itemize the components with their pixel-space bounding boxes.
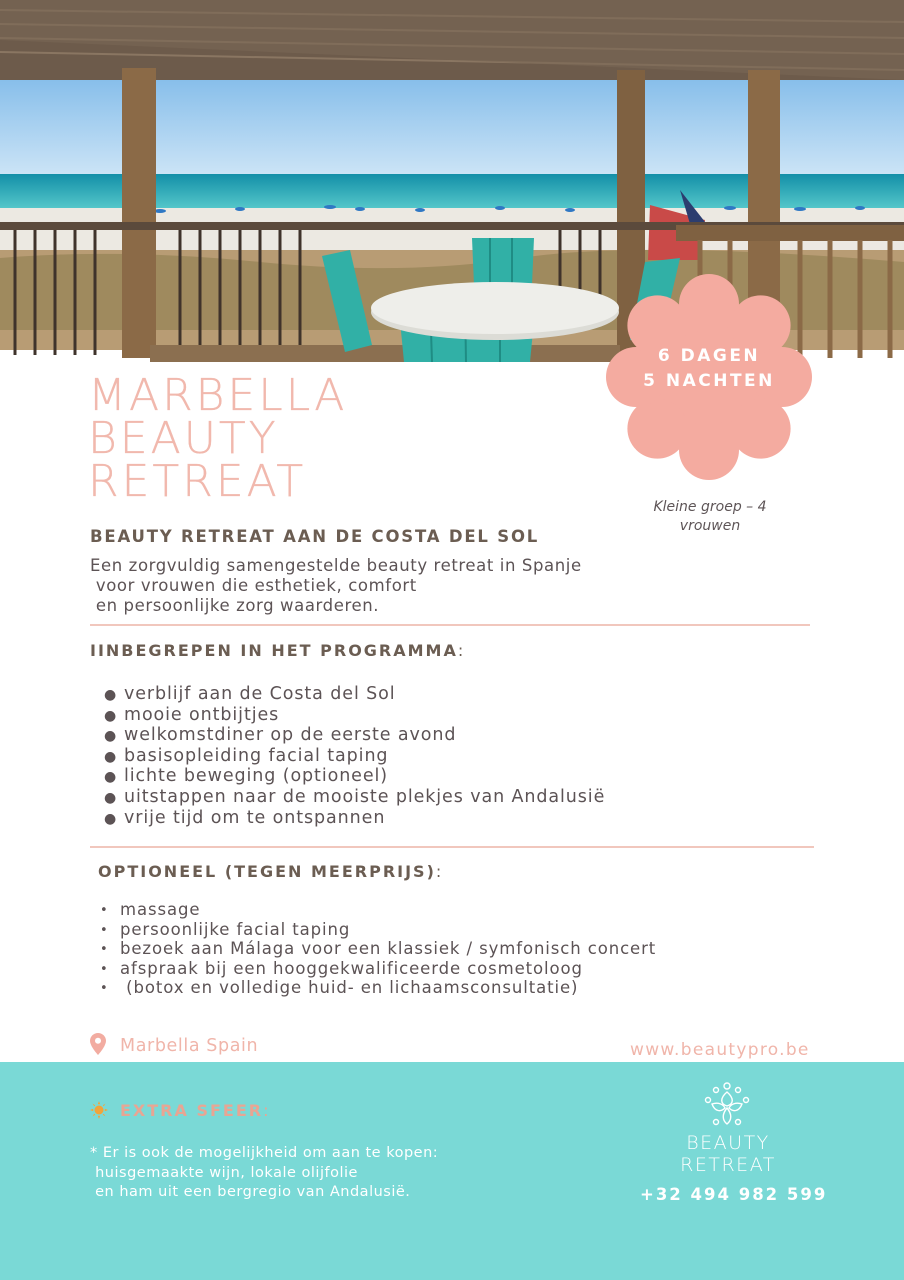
- bullet-icon: •: [100, 922, 109, 938]
- logo-line-1: BEAUTY: [686, 1132, 770, 1154]
- list-item: [100, 978, 656, 998]
- list-item: [104, 766, 605, 787]
- list-item-text: uitstappen naar de mooiste plekjes van Andalusië: [124, 786, 606, 807]
- list-item-text: basisopleiding facial taping: [124, 745, 389, 766]
- list-item-text: lichte beweging (optioneel): [124, 766, 389, 787]
- sun-icon: [90, 1101, 108, 1119]
- bullet-icon: ●: [104, 748, 118, 765]
- phone-number[interactable]: +32 494 982 599: [640, 1185, 828, 1204]
- list-item: [104, 808, 605, 829]
- extra-line-1: * Er is ook de mogelijkheid om aan te kopen:: [90, 1145, 439, 1161]
- title-line-1: MARBELLA: [88, 370, 348, 421]
- list-item-text: persoonlijke facial taping: [120, 919, 351, 939]
- subtitle: BEAUTY RETREAT AAN DE COSTA DEL SOL: [90, 527, 540, 546]
- list-item: [104, 725, 605, 746]
- bullet-icon: ●: [104, 789, 118, 806]
- list-item: [104, 746, 605, 767]
- bullet-icon: ●: [104, 810, 118, 827]
- bullet-icon: ●: [104, 687, 118, 703]
- logo-line-2: RETREAT: [680, 1154, 776, 1176]
- optional-list: [100, 900, 656, 998]
- extra-heading-colon: :: [263, 1101, 271, 1120]
- included-heading-colon: :: [457, 641, 466, 660]
- extra-heading: [120, 1101, 270, 1120]
- intro-line-2: voor vrouwen die esthetiek, comfort: [90, 576, 417, 595]
- divider-1: [90, 624, 810, 626]
- included-heading-text: IINBEGREPEN IN HET PROGRAMMA: [90, 641, 458, 660]
- list-item-text: mooie ontbijtjes: [124, 704, 280, 725]
- list-item-text: vrije tijd om te ontspannen: [124, 807, 386, 828]
- extra-line-2: huisgemaakte wijn, lokale olijfolie: [90, 1164, 358, 1181]
- optional-heading: [98, 862, 443, 881]
- bullet-icon: ●: [104, 707, 118, 724]
- optional-heading-text: OPTIONEEL (TEGEN MEERPRIJS): [98, 862, 436, 881]
- list-item-text: welkomstdiner op de eerste avond: [124, 725, 457, 746]
- badge-days: 6 DAGEN: [657, 346, 761, 366]
- title-line-3: RETREAT: [88, 456, 307, 507]
- bullet-icon: •: [100, 981, 109, 996]
- list-item: [104, 787, 605, 808]
- list-item-text: bezoek aan Málaga voor een klassiek / symfonisch concert: [120, 939, 657, 958]
- list-item-text: massage: [120, 900, 201, 919]
- list-item: [104, 684, 605, 705]
- list-item-text: (botox en volledige huid- en lichaamsconsultatie): [120, 978, 579, 997]
- duration-badge: [606, 344, 812, 394]
- intro-paragraph: [90, 556, 582, 616]
- brand-logo-text: [660, 1132, 796, 1176]
- title-line-2: BEAUTY: [88, 413, 279, 464]
- flower-logo-icon: [702, 1082, 752, 1128]
- page-title: [88, 370, 348, 507]
- location-text: Marbella Spain: [120, 1036, 259, 1056]
- list-item: [100, 939, 656, 959]
- bullet-icon: •: [100, 942, 109, 957]
- bullet-icon: •: [100, 903, 109, 918]
- location-pin-icon: [90, 1033, 106, 1055]
- list-item-text: verblijf aan de Costa del Sol: [124, 684, 396, 704]
- badge-nights: 5 NACHTEN: [643, 371, 775, 391]
- extra-line-3: en ham uit een bergregio van Andalusië.: [90, 1184, 411, 1200]
- intro-line-3: en persoonlijke zorg waarderen.: [90, 596, 380, 615]
- list-item: [100, 920, 656, 940]
- group-note-line-2: vrouwen: [679, 518, 741, 534]
- optional-heading-colon: :: [435, 862, 444, 881]
- bullet-icon: ●: [104, 728, 118, 745]
- intro-line-1: Een zorgvuldig samengestelde beauty retreat in Spanje: [90, 556, 582, 575]
- bullet-icon: ●: [104, 769, 118, 786]
- bullet-icon: •: [100, 961, 109, 977]
- group-size-note: [628, 498, 792, 536]
- divider-2: [90, 846, 814, 848]
- group-note-line-1: Kleine groep – 4: [653, 499, 767, 515]
- list-item: [100, 959, 656, 979]
- included-list: [104, 684, 605, 828]
- extra-heading-text: EXTRA SFEER: [120, 1101, 264, 1120]
- list-item: [100, 900, 656, 920]
- list-item: [104, 705, 605, 726]
- list-item-text: afspraak bij een hooggekwalificeerde cosmetoloog: [120, 958, 583, 978]
- website-link[interactable]: www.beautypro.be: [630, 1040, 810, 1060]
- included-heading: [90, 641, 465, 660]
- extra-description: [90, 1144, 438, 1203]
